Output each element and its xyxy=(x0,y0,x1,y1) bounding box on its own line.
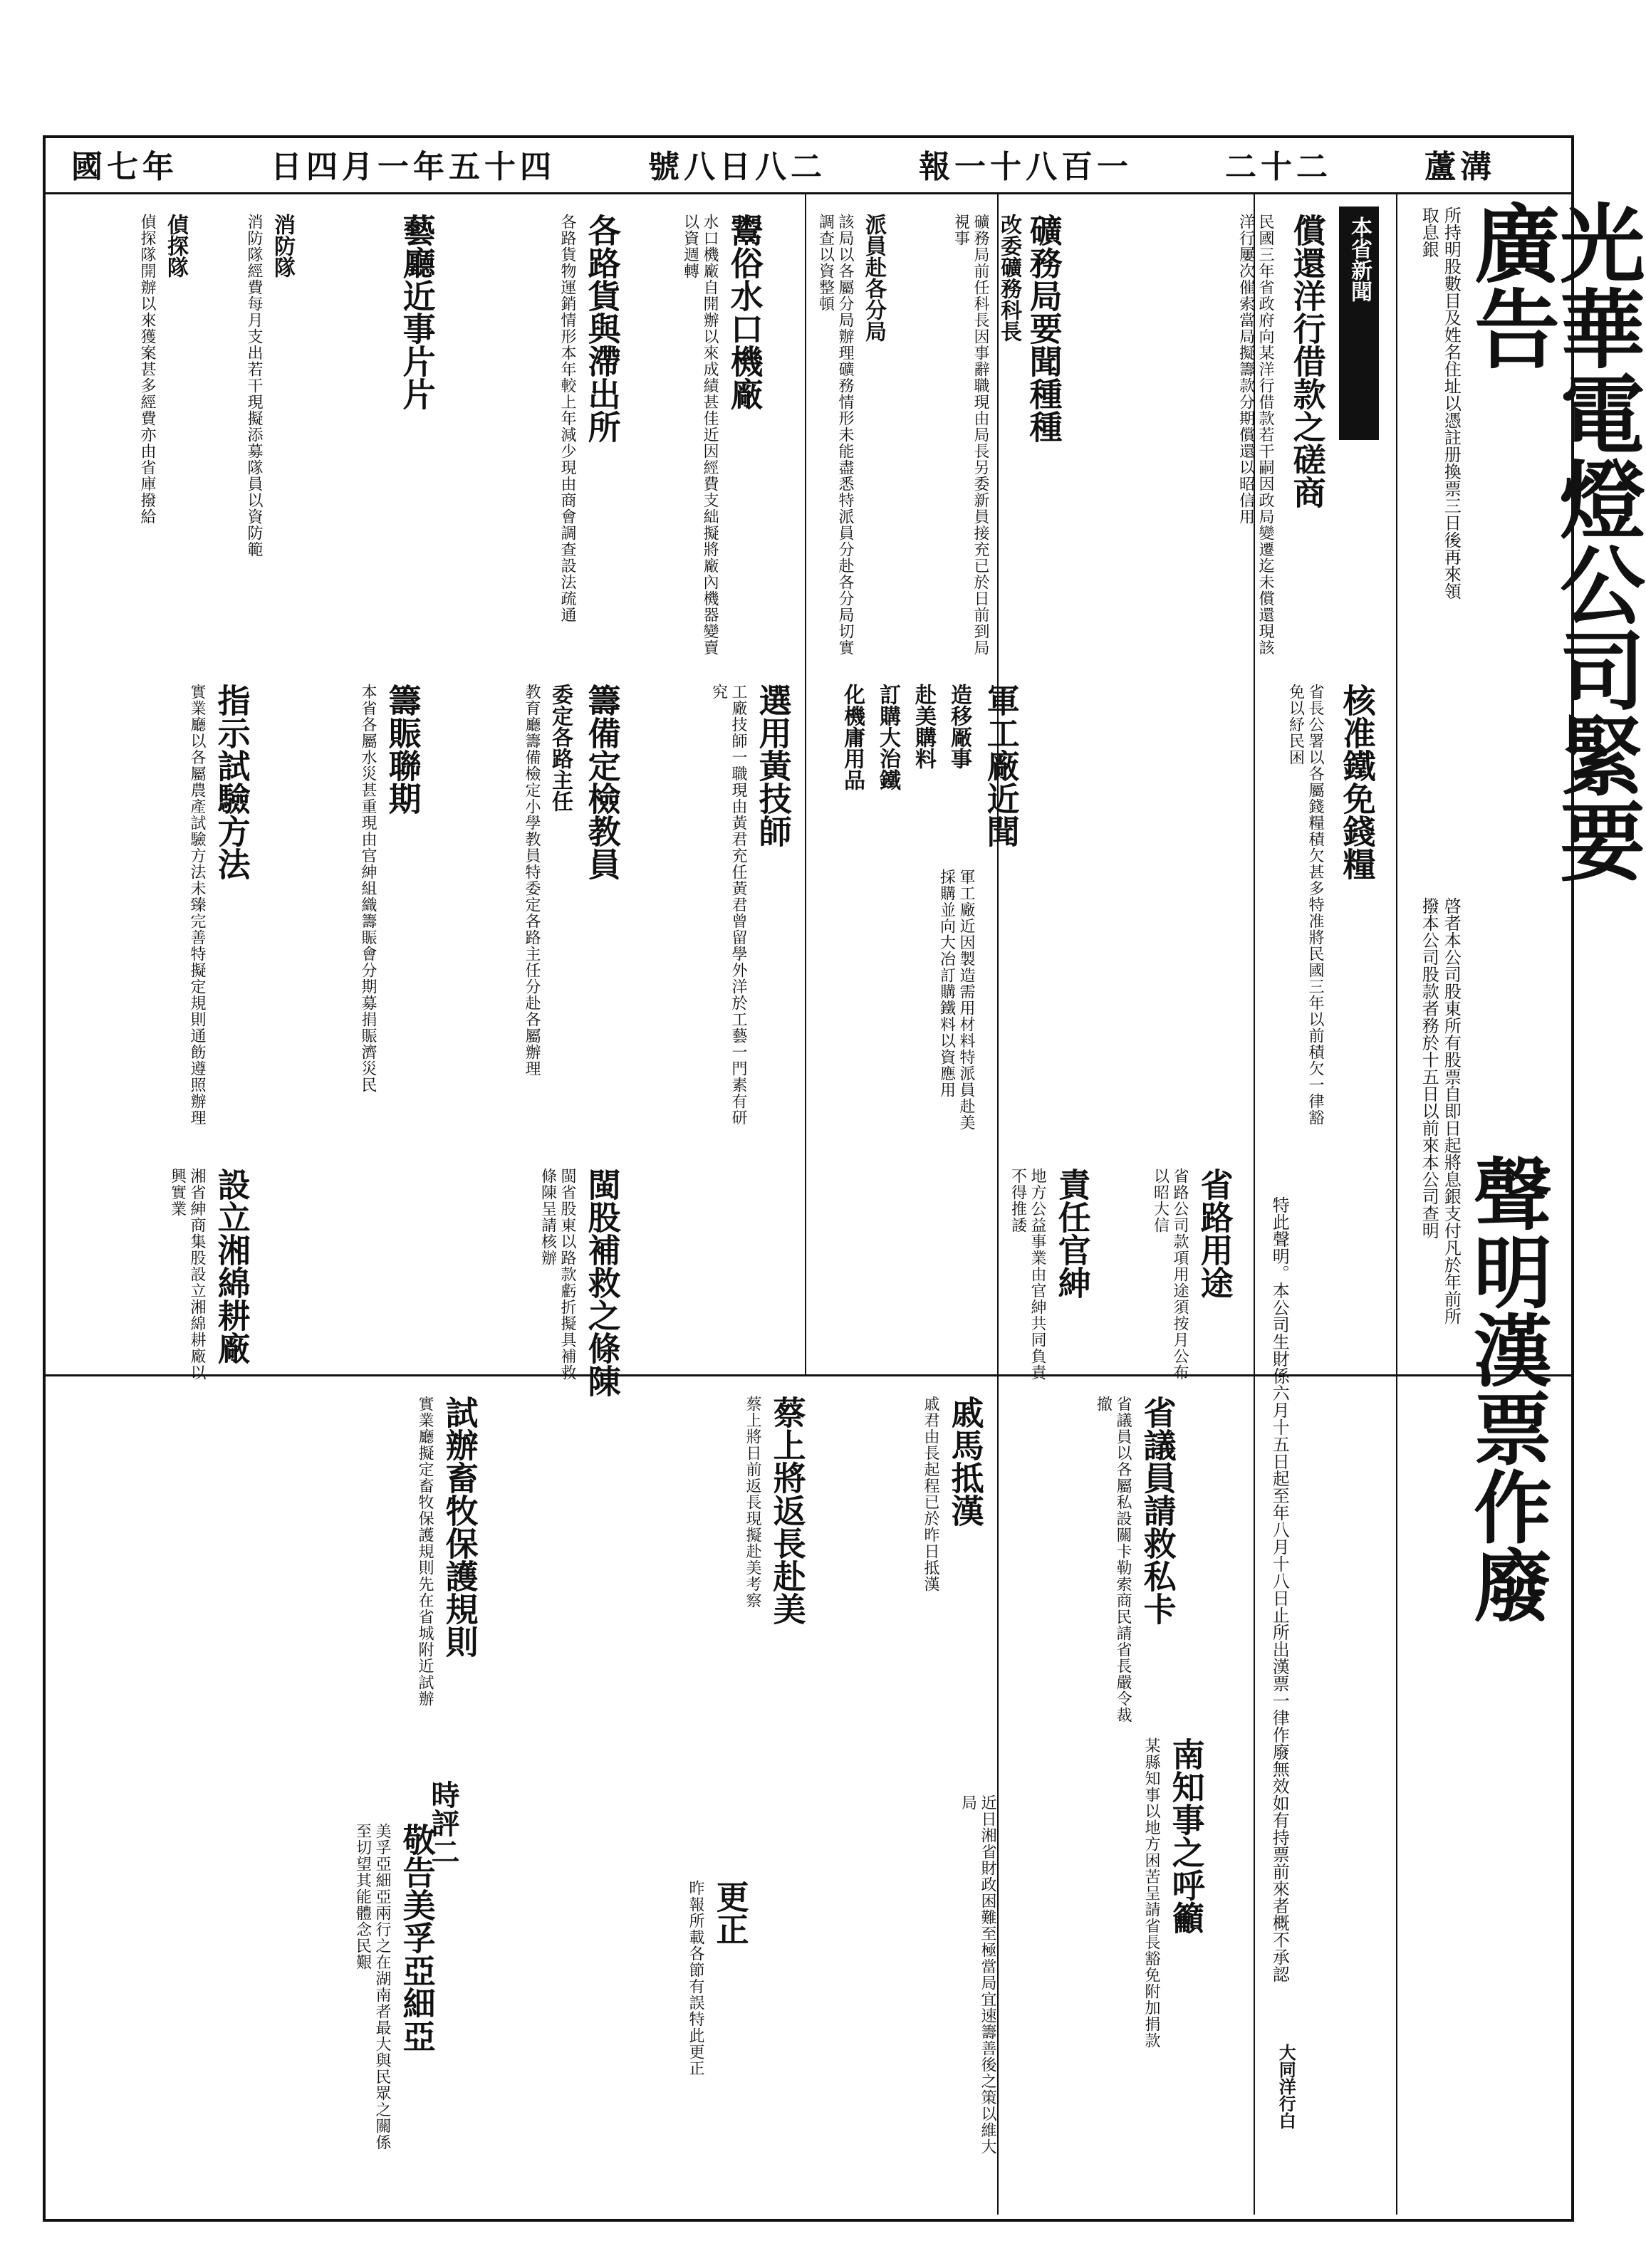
article-body: 蔡上將日前返長現擬赴美考察 xyxy=(744,1396,761,1609)
masthead-seal: 蘆溝 xyxy=(1424,149,1496,185)
article-body: 某縣知事以地方困苦呈請省長豁免附加捐款 xyxy=(1142,1737,1160,2049)
column-title: 時評二 xyxy=(427,1780,460,1866)
article-title: 更正 xyxy=(711,1880,750,1945)
article-subtitle: 消防隊 xyxy=(270,214,295,278)
article-body: 湘省紳商集股設立湘綿耕廠以興實業 xyxy=(168,1168,206,1381)
lower-section-rule xyxy=(43,1374,1574,1376)
article-title: 籌備定檢教員 xyxy=(583,684,622,880)
article-body: 教育廳籌備檢定小學教員特委定各路主任分赴各屬辦理 xyxy=(523,684,541,1077)
company-notice-side: 所持明股數目及姓名住址以憑註册換票三日後再來領取息銀 xyxy=(1419,207,1462,600)
article-body: 軍工廠近因製造需用材料特派員赴美採購並向大冶訂購鐵料以資應用 xyxy=(937,869,975,1131)
masthead-edition: 號八日八二 xyxy=(648,149,826,185)
article-title: 設立湘綿耕廠 xyxy=(212,1168,251,1364)
masthead-corner: 國七年 xyxy=(71,149,178,185)
column-divider xyxy=(1396,192,1397,2215)
article-subtitle: 造移厰事 xyxy=(947,684,972,769)
masthead xyxy=(71,142,1496,185)
section-banner: 本省新聞 xyxy=(1339,207,1379,440)
article-title: 鬻俗水口機廠 xyxy=(725,214,764,410)
company-ad-title: 光華電燈公司緊要廣告 xyxy=(1460,199,1646,883)
article-subtitle: 派員赴各分局 xyxy=(861,214,886,342)
article-body: 實業廳擬定畜牧保護規則先在省城附近試辦 xyxy=(416,1396,434,1707)
article-title: 閩股補救之條陳 xyxy=(583,1168,622,1397)
article-title: 藝廳近事片片 xyxy=(397,214,437,410)
masthead-rule xyxy=(43,192,1574,194)
article-title: 試辦畜牧保護規則 xyxy=(440,1396,479,1658)
column-divider xyxy=(997,192,999,2215)
article-body: 水口機廠自開辦以來成績甚佳近因經費支絀擬將廠內機器變賣以資週轉 xyxy=(681,214,719,656)
article-body: 各路貨物運銷情形本年較上年減少現由商會調查設法疏通 xyxy=(558,214,576,623)
article-title: 省路用途 xyxy=(1195,1168,1234,1299)
article-title: 償還洋行借款之磋商 xyxy=(1288,214,1327,508)
factory-ad-title: 聲明漢票作廢 xyxy=(1461,1154,1553,1624)
article-body: 美孚亞細亞兩行之在湖南者最大與民眾之關係至切望其能體念民艱 xyxy=(353,1823,391,2151)
factory-ad-sign: 大同洋行白 xyxy=(1276,2044,1297,2129)
masthead-date-line: 日四月一年五十四 xyxy=(271,149,556,185)
masthead-page-label: 二十二 xyxy=(1225,149,1332,185)
article-body: 省議員以各屬私設關卡勒索商民請省長嚴令裁撤 xyxy=(1094,1396,1132,1723)
article-title: 省議員請救私卡 xyxy=(1138,1396,1177,1625)
article-body: 民國三年省政府向某洋行借款若干嗣因政局變遷迄未償還現該洋行屢次催索當局擬籌款分期償還以昭信用 xyxy=(1236,214,1274,656)
article-subtitle: 改委礦務科長 xyxy=(996,214,1021,342)
article-title: 礦務局要聞種種 xyxy=(1024,214,1063,443)
article-title: 籌賑聯期 xyxy=(383,684,422,815)
article-title: 責任官紳 xyxy=(1053,1168,1092,1299)
article-subtitle: 委定各路主任 xyxy=(548,684,573,812)
article-body: 閩省股東以路款虧折擬具補救條陳呈請核辦 xyxy=(538,1168,576,1381)
article-body: 戚君由長起程已於昨日抵漢 xyxy=(922,1396,939,1592)
article-body: 實業廳以各屬農產試驗方法未臻完善特擬定規則通飭遵照辦理 xyxy=(188,684,206,1126)
article-subtitle: 偵探隊 xyxy=(163,214,188,278)
article-body: 地方公益事業由官紳共同負責不得推諉 xyxy=(1009,1168,1046,1381)
article-title: 戚馬抵漢 xyxy=(946,1396,985,1527)
article-body: 省路公司款項用途須按月公布以昭大信 xyxy=(1151,1168,1189,1381)
article-body: 消防隊經費每月支出若干現擬添募隊員以資防範 xyxy=(245,214,263,558)
article-body: 本省各屬水災甚重現由官紳組織籌賑會分期募捐賑濟災民 xyxy=(359,684,377,1093)
article-title: 核准鐵免錢糧 xyxy=(1338,684,1377,880)
article-title: 指示試驗方法 xyxy=(212,684,251,880)
masthead-paper-name: 報一十八百一 xyxy=(919,149,1132,185)
article-title: 選用黃技師 xyxy=(754,684,793,847)
article-body: 偵探隊開辦以來獲案甚多經費亦由省庫撥給 xyxy=(138,214,156,525)
article-title: 軍工廠近聞 xyxy=(981,684,1021,847)
article-subtitle: 訂購大治鐵 xyxy=(875,684,900,790)
article-subtitle: 赴美購料 xyxy=(911,684,936,769)
article-body: 昨報所載各節有誤特此更正 xyxy=(687,1880,704,2076)
article-title: 敬告美孚亞細亞 xyxy=(397,1823,437,2052)
article-body: 工廠技師一職現由黃君充任黃君曾留學外洋於工藝一門素有研究 xyxy=(709,684,747,1126)
article-body: 礦務局前任科長因事辭職現由局長另委新員接充已於日前到局視事 xyxy=(952,214,989,656)
article-title: 南知事之呼籲 xyxy=(1167,1737,1206,1934)
article-subtitle: 化機庸用品 xyxy=(840,684,865,790)
company-ad-body: 啓者本公司股東所有股票自即日起將息銀支付凡於年前所撥本公司股款者務於十五日以前來本公司查明 xyxy=(1419,897,1462,1324)
article-body: 該局以各屬分局辦理礦務情形未能盡悉特派員分赴各分局切實調查以資整頓 xyxy=(816,214,854,656)
article-title: 蔡上將返長赴美 xyxy=(768,1396,807,1625)
factory-ad-body: 特此聲明。本公司生財係六月十五日起至年八月十八日止所出漢票一律作廢無效如有持票前來者概不承認 xyxy=(1269,1196,1290,1982)
article-body: 省長公署以各屬錢糧積欠甚多特准將民國三年以前積欠一律豁免以紓民困 xyxy=(1286,684,1324,1126)
article-title: 各路貨與滯出所 xyxy=(583,214,622,443)
article-body: 近日湘省財政困難至極當局宜速籌善後之策以維大局 xyxy=(959,1794,996,2155)
